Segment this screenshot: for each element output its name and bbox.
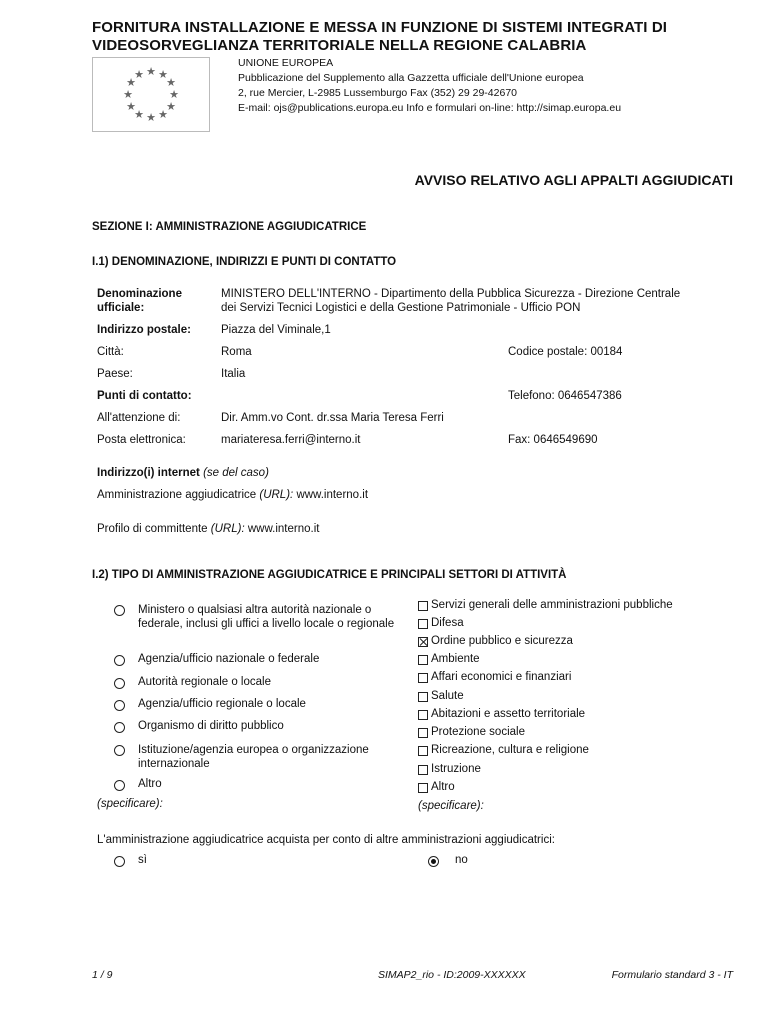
section-1-heading: SEZIONE I: AMMINISTRAZIONE AGGIUDICATRICE [92,221,367,233]
profilo-url-label: Profilo di committente [97,523,208,535]
settore-label-ambiente: Ambiente [431,653,480,665]
eu-publication-info [238,56,621,116]
denominazione-value: MINISTERO DELL'INTERNO - Dipartimento della Pubblica Sicurezza - Direzione Centrale dei Servizi Tecnici Logistici e della Gestione Patrimoniale - Ufficio PON [221,288,681,314]
settore-label-istruzione: Istruzione [431,763,481,775]
acquista-label-si: sì [138,854,147,866]
settore-label-altro: Altro [431,781,455,793]
footer-id: SIMAP2_rio - ID:2009-XXXXXX [378,969,526,981]
tipo-radio-ministero[interactable] [114,605,125,616]
settore-label-difesa: Difesa [431,617,464,629]
profilo-url-row [97,523,319,535]
codice-postale: Codice postale: 00184 [508,346,623,358]
settori-specificare: (specificare): [418,800,484,812]
svg-text:★: ★ [146,111,156,124]
settore-checkbox-salute[interactable] [418,692,428,702]
settore-checkbox-altro[interactable] [418,783,428,793]
paese-value: Italia [221,368,246,380]
amministrazione-url-value: www.interno.it [296,489,369,501]
eu-line-3: E-mail: ojs@publications.europa.eu Info e formulari on-line: http://simap.europa.eu [238,102,622,114]
denominazione-label: Denominazione ufficiale: [97,288,182,314]
email-label: Posta elettronica: [97,434,186,446]
settore-checkbox-istruzione[interactable] [418,765,428,775]
svg-text:★: ★ [166,100,176,113]
settore-checkbox-ricreazione[interactable] [418,746,428,756]
svg-text:★: ★ [126,100,136,113]
profilo-url-value: www.interno.it [247,523,320,535]
attenzione-value: Dir. Amm.vo Cont. dr.ssa Maria Teresa Ferri [221,412,444,424]
internet-heading-label: Indirizzo(i) internet [97,467,200,479]
settore-checkbox-difesa[interactable] [418,619,428,629]
tipo-radio-istituzione[interactable] [114,745,125,756]
tipo-label-ministero: Ministero o qualsiasi altra autorità nazionale o federale, inclusi gli uffici a livello locale o regionale [138,604,395,630]
tipo-label-organismo: Organismo di diritto pubblico [138,720,284,732]
footer-form: Formulario standard 3 - IT [611,969,733,981]
footer-page-number: 1 / 9 [92,969,113,981]
tipo-radio-autorita-regionale[interactable] [114,678,125,689]
settore-label-ordine-pubblico: Ordine pubblico e sicurezza [431,635,573,647]
settore-label-affari-economici: Affari economici e finanziari [431,671,572,683]
notice-title: AVVISO RELATIVO AGLI APPALTI AGGIUDICATI [414,172,733,188]
document-title: FORNITURA INSTALLAZIONE E MESSA IN FUNZIONE DI SISTEMI INTEGRATI DI VIDEOSORVEGLIANZA TERRITORIALE NELLA REGIONE CALABRIA [92,19,668,54]
settore-label-protezione-sociale: Protezione sociale [431,726,525,738]
tipo-label-autorita-regionale: Autorità regionale o locale [138,676,271,688]
acquista-question: L'amministrazione aggiudicatrice acquista per conto di altre amministrazioni aggiudicatrici: [97,834,555,846]
settore-checkbox-ambiente[interactable] [418,655,428,665]
amministrazione-url-tag: (URL): [259,489,294,501]
svg-text:★: ★ [134,108,144,121]
acquista-radio-no[interactable] [428,856,439,867]
internet-heading-note: (se del caso) [203,467,269,479]
telefono: Telefono: 0646547386 [508,390,622,402]
section-i1-heading: I.1) DENOMINAZIONE, INDIRIZZI E PUNTI DI CONTATTO [92,256,397,268]
punti-contatto-label: Punti di contatto: [97,390,192,402]
eu-name: UNIONE EUROPEA [238,57,334,69]
svg-text:★: ★ [126,76,136,89]
amministrazione-url-label: Amministrazione aggiudicatrice [97,489,257,501]
svg-text:★: ★ [166,76,176,89]
svg-text:★: ★ [169,88,179,101]
tipo-radio-organismo[interactable] [114,722,125,733]
email-value: mariateresa.ferri@interno.it [221,434,361,446]
attenzione-label: All'attenzione di: [97,412,181,424]
tipo-radio-agenzia-nazionale[interactable] [114,655,125,666]
tipo-label-agenzia-nazionale: Agenzia/ufficio nazionale o federale [138,653,320,665]
indirizzo-label: Indirizzo postale: [97,324,191,336]
tipo-label-istituzione: Istituzione/agenzia europea o organizzazione internazionale [138,744,369,770]
svg-text:★: ★ [158,108,168,121]
svg-text:★: ★ [158,68,168,81]
svg-text:★: ★ [134,68,144,81]
citta-value: Roma [221,346,252,358]
tipo-radio-agenzia-regionale[interactable] [114,700,125,711]
settore-checkbox-abitazioni[interactable] [418,710,428,720]
profilo-url-tag: (URL): [210,523,245,535]
tipo-label-agenzia-regionale: Agenzia/ufficio regionale o locale [138,698,306,710]
indirizzo-value: Piazza del Viminale,1 [221,324,331,336]
eu-line-2: 2, rue Mercier, L-2985 Lussemburgo Fax (352) 29 29-42670 [238,87,517,99]
paese-label: Paese: [97,368,133,380]
eu-line-1: Pubblicazione del Supplemento alla Gazzetta ufficiale dell'Unione europea [238,72,584,84]
svg-text:★: ★ [146,65,156,78]
tipo-radio-altro[interactable] [114,780,125,791]
settore-label-servizi-generali: Servizi generali delle amministrazioni pubbliche [431,599,673,611]
svg-text:★: ★ [123,88,133,101]
internet-heading [97,467,269,479]
settore-checkbox-servizi-generali[interactable] [418,601,428,611]
tipo-label-altro: Altro [138,778,162,790]
citta-label: Città: [97,346,124,358]
amministrazione-url-row [97,489,368,501]
settore-label-abitazioni: Abitazioni e assetto territoriale [431,708,586,720]
acquista-label-no: no [455,854,468,866]
settore-label-salute: Salute [431,690,464,702]
section-i2-heading: I.2) TIPO DI AMMINISTRAZIONE AGGIUDICATRICE E PRINCIPALI SETTORI DI ATTIVITÀ [92,569,567,581]
settore-checkbox-affari-economici[interactable] [418,673,428,683]
settore-checkbox-ordine-pubblico[interactable] [418,637,428,647]
eu-flag-icon [92,57,210,132]
tipo-specificare: (specificare): [97,798,163,810]
fax: Fax: 0646549690 [508,434,598,446]
acquista-radio-si[interactable] [114,856,125,867]
settore-label-ricreazione: Ricreazione, cultura e religione [431,744,589,756]
settore-checkbox-protezione-sociale[interactable] [418,728,428,738]
